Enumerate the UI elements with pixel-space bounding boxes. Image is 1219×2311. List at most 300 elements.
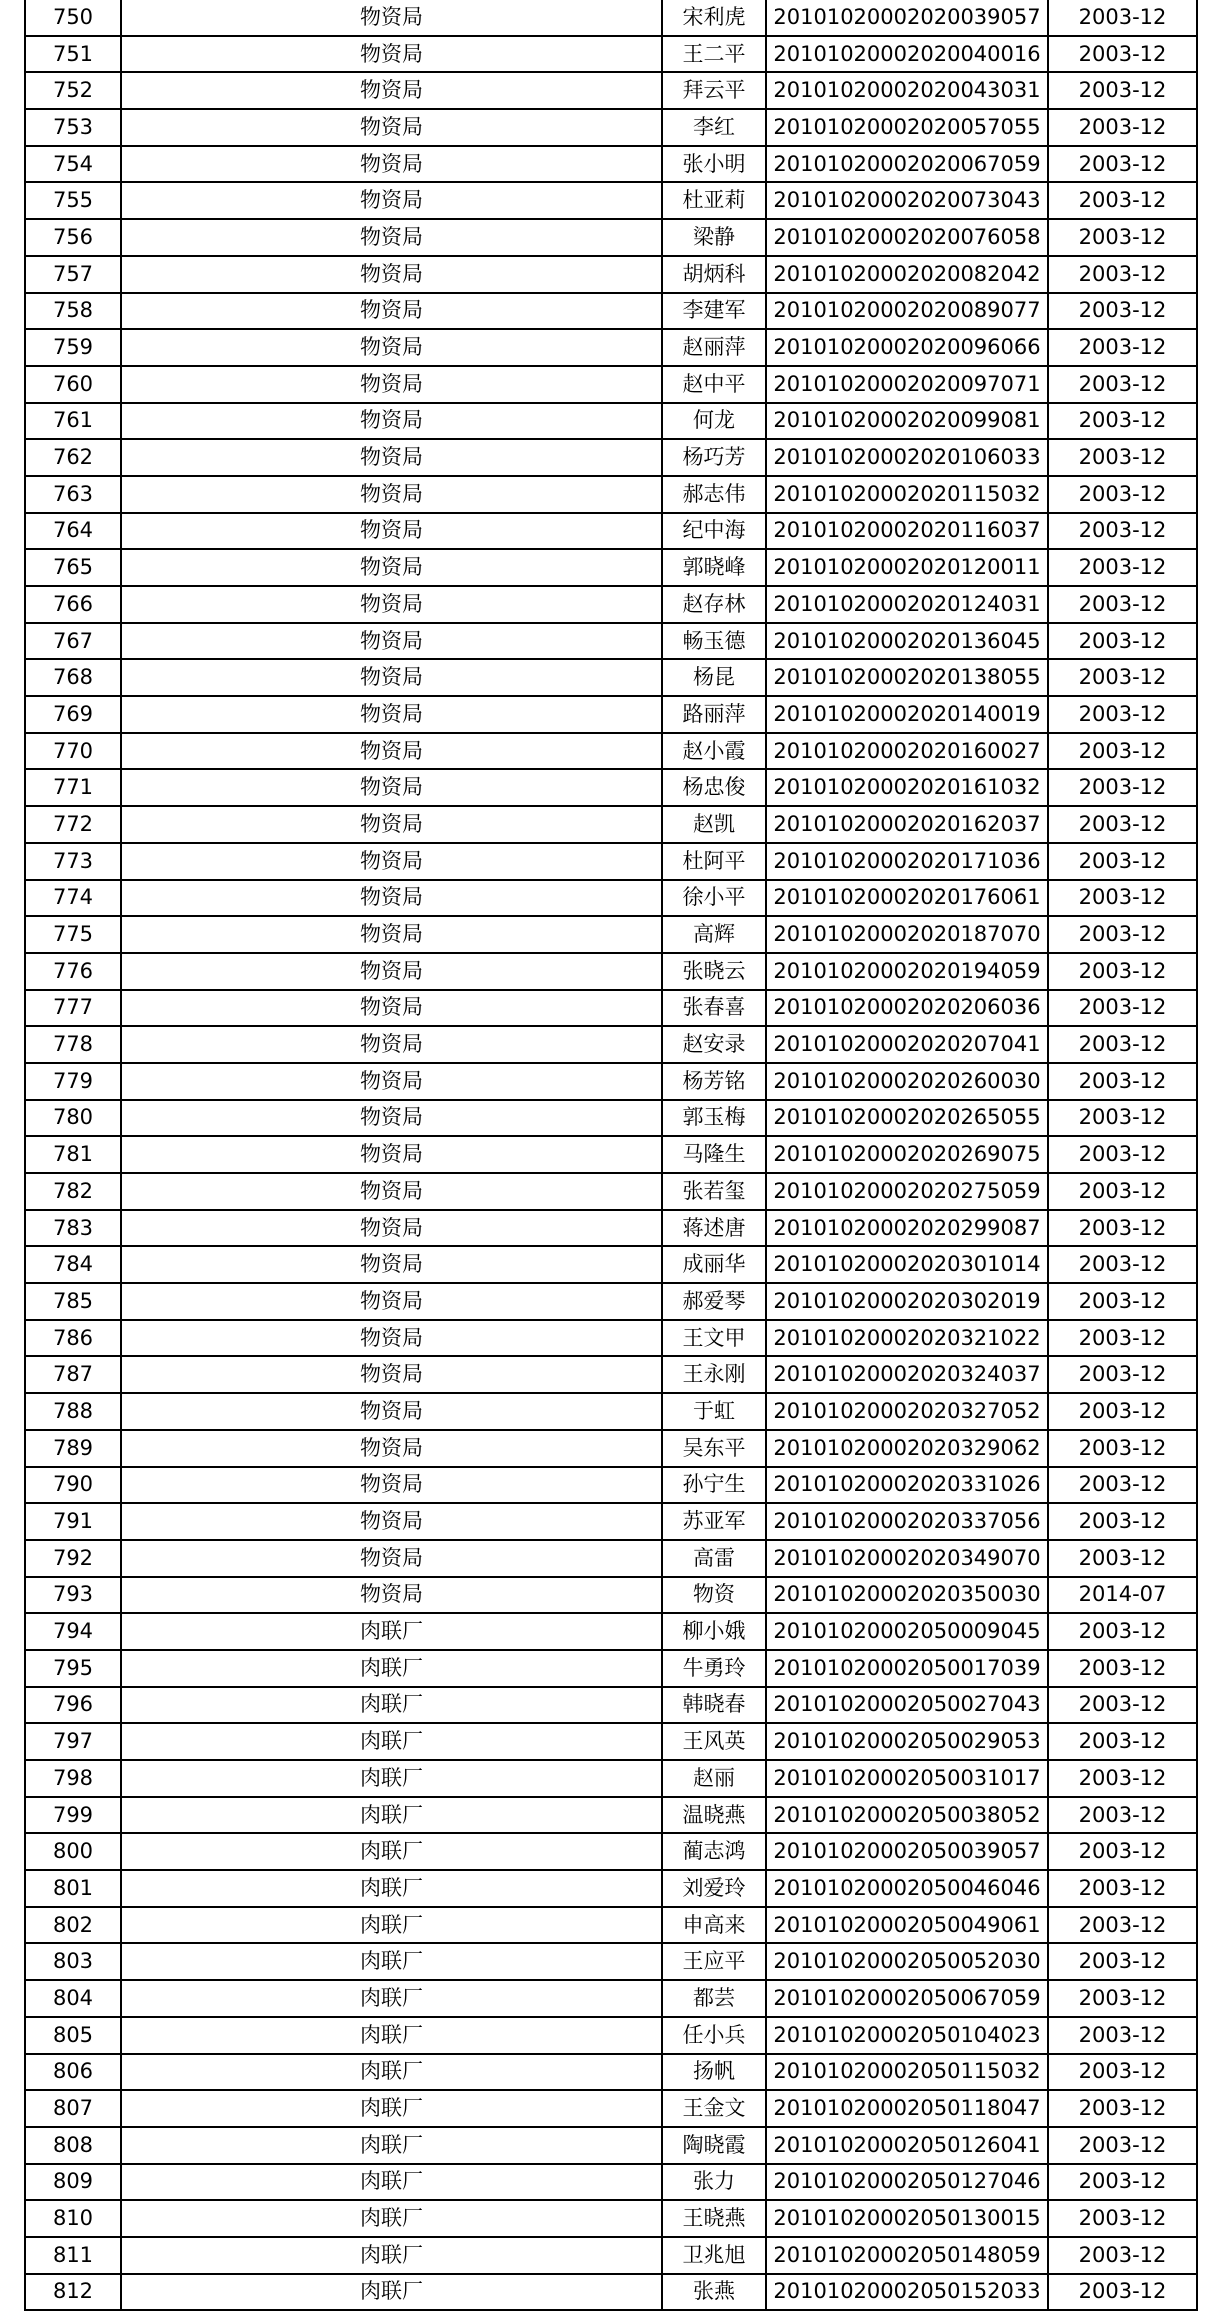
date-cell: 2003-12	[1048, 549, 1197, 586]
row-number-cell: 765	[25, 549, 121, 586]
unit-cell: 物资局	[121, 1026, 662, 1063]
row-number-cell: 786	[25, 1320, 121, 1357]
id-number-cell: 20101020002050029053	[766, 1723, 1048, 1760]
row-number-cell: 750	[25, 0, 121, 36]
date-cell: 2003-12	[1048, 513, 1197, 550]
id-number-cell: 20101020002050126041	[766, 2127, 1048, 2164]
date-cell: 2003-12	[1048, 1760, 1197, 1797]
row-number-cell: 806	[25, 2054, 121, 2091]
person-name-cell: 王文甲	[662, 1320, 766, 1357]
row-number-cell: 771	[25, 769, 121, 806]
row-number-cell: 790	[25, 1467, 121, 1504]
row-number-cell: 764	[25, 513, 121, 550]
unit-cell: 肉联厂	[121, 2274, 662, 2311]
unit-cell: 物资局	[121, 1100, 662, 1137]
row-number-cell: 782	[25, 1173, 121, 1210]
unit-cell: 肉联厂	[121, 2237, 662, 2274]
date-cell: 2003-12	[1048, 1907, 1197, 1944]
table-row	[25, 1136, 1197, 1173]
row-number-cell: 792	[25, 1540, 121, 1577]
table-row	[25, 806, 1197, 843]
person-name-cell: 牛勇玲	[662, 1650, 766, 1687]
table-row	[25, 1907, 1197, 1944]
unit-cell: 物资局	[121, 1356, 662, 1393]
date-cell: 2003-12	[1048, 1833, 1197, 1870]
table-row	[25, 146, 1197, 183]
unit-cell: 物资局	[121, 549, 662, 586]
table-row	[25, 1760, 1197, 1797]
date-cell: 2003-12	[1048, 1026, 1197, 1063]
row-number-cell: 784	[25, 1246, 121, 1283]
unit-cell: 物资局	[121, 1430, 662, 1467]
unit-cell: 物资局	[121, 586, 662, 623]
unit-cell: 物资局	[121, 403, 662, 440]
table-row	[25, 623, 1197, 660]
row-number-cell: 757	[25, 256, 121, 293]
id-number-cell: 20101020002020136045	[766, 623, 1048, 660]
table-row	[25, 880, 1197, 917]
id-number-cell: 20101020002020161032	[766, 769, 1048, 806]
id-number-cell: 20101020002020171036	[766, 843, 1048, 880]
unit-cell: 肉联厂	[121, 1760, 662, 1797]
unit-cell: 肉联厂	[121, 2164, 662, 2201]
person-name-cell: 吴东平	[662, 1430, 766, 1467]
date-cell: 2003-12	[1048, 1540, 1197, 1577]
date-cell: 2003-12	[1048, 2127, 1197, 2164]
id-number-cell: 20101020002020138055	[766, 659, 1048, 696]
id-number-cell: 20101020002050118047	[766, 2090, 1048, 2127]
table-row	[25, 1613, 1197, 1650]
date-cell: 2003-12	[1048, 219, 1197, 256]
id-number-cell: 20101020002020350030	[766, 1577, 1048, 1614]
person-name-cell: 高雷	[662, 1540, 766, 1577]
id-number-cell: 20101020002020057055	[766, 109, 1048, 146]
table-row	[25, 1173, 1197, 1210]
id-number-cell: 20101020002020207041	[766, 1026, 1048, 1063]
table-row	[25, 1356, 1197, 1393]
person-name-cell: 纪中海	[662, 513, 766, 550]
table-row	[25, 953, 1197, 990]
row-number-cell: 804	[25, 1980, 121, 2017]
id-number-cell: 20101020002020099081	[766, 403, 1048, 440]
unit-cell: 肉联厂	[121, 1980, 662, 2017]
person-name-cell: 成丽华	[662, 1246, 766, 1283]
person-name-cell: 郝志伟	[662, 476, 766, 513]
unit-cell: 物资局	[121, 916, 662, 953]
row-number-cell: 802	[25, 1907, 121, 1944]
unit-cell: 物资局	[121, 1136, 662, 1173]
id-number-cell: 20101020002020076058	[766, 219, 1048, 256]
unit-cell: 物资局	[121, 659, 662, 696]
table-row	[25, 586, 1197, 623]
person-name-cell: 畅玉德	[662, 623, 766, 660]
roster-table	[24, 0, 1198, 2311]
unit-cell: 物资局	[121, 1173, 662, 1210]
row-number-cell: 805	[25, 2017, 121, 2054]
date-cell: 2014-07	[1048, 1577, 1197, 1614]
unit-cell: 肉联厂	[121, 1687, 662, 1724]
id-number-cell: 20101020002020176061	[766, 880, 1048, 917]
table-row	[25, 1980, 1197, 2017]
id-number-cell: 20101020002020302019	[766, 1283, 1048, 1320]
id-number-cell: 20101020002020106033	[766, 439, 1048, 476]
unit-cell: 物资局	[121, 1503, 662, 1540]
row-number-cell: 760	[25, 366, 121, 403]
row-number-cell: 755	[25, 182, 121, 219]
row-number-cell: 766	[25, 586, 121, 623]
id-number-cell: 20101020002020321022	[766, 1320, 1048, 1357]
table-row	[25, 2127, 1197, 2164]
unit-cell: 物资局	[121, 1577, 662, 1614]
table-row	[25, 0, 1197, 36]
row-number-cell: 795	[25, 1650, 121, 1687]
id-number-cell: 20101020002020116037	[766, 513, 1048, 550]
person-name-cell: 王应平	[662, 1943, 766, 1980]
table-row	[25, 2274, 1197, 2311]
person-name-cell: 赵小霞	[662, 733, 766, 770]
unit-cell: 物资局	[121, 1540, 662, 1577]
person-name-cell: 郭玉梅	[662, 1100, 766, 1137]
row-number-cell: 756	[25, 219, 121, 256]
person-name-cell: 杨忠俊	[662, 769, 766, 806]
date-cell: 2003-12	[1048, 1063, 1197, 1100]
table-row	[25, 990, 1197, 1027]
unit-cell: 肉联厂	[121, 2017, 662, 2054]
table-row	[25, 476, 1197, 513]
table-row	[25, 733, 1197, 770]
person-name-cell: 郝爱琴	[662, 1283, 766, 1320]
id-number-cell: 20101020002020160027	[766, 733, 1048, 770]
date-cell: 2003-12	[1048, 623, 1197, 660]
table-row	[25, 219, 1197, 256]
date-cell: 2003-12	[1048, 476, 1197, 513]
unit-cell: 物资局	[121, 806, 662, 843]
table-row	[25, 1577, 1197, 1614]
row-number-cell: 799	[25, 1797, 121, 1834]
table-row	[25, 182, 1197, 219]
table-row	[25, 1467, 1197, 1504]
date-cell: 2003-12	[1048, 1393, 1197, 1430]
table-row	[25, 2090, 1197, 2127]
date-cell: 2003-12	[1048, 1320, 1197, 1357]
id-number-cell: 20101020002020337056	[766, 1503, 1048, 1540]
roster-sheet	[24, 0, 1196, 2311]
date-cell: 2003-12	[1048, 990, 1197, 1027]
id-number-cell: 20101020002020097071	[766, 366, 1048, 403]
date-cell: 2003-12	[1048, 2200, 1197, 2237]
person-name-cell: 赵丽萍	[662, 329, 766, 366]
person-name-cell: 宋利虎	[662, 0, 766, 36]
row-number-cell: 762	[25, 439, 121, 476]
person-name-cell: 都芸	[662, 1980, 766, 2017]
table-row	[25, 1393, 1197, 1430]
date-cell: 2003-12	[1048, 1173, 1197, 1210]
id-number-cell: 20101020002020260030	[766, 1063, 1048, 1100]
table-row	[25, 36, 1197, 73]
person-name-cell: 王永刚	[662, 1356, 766, 1393]
unit-cell: 肉联厂	[121, 2054, 662, 2091]
id-number-cell: 20101020002050104023	[766, 2017, 1048, 2054]
row-number-cell: 778	[25, 1026, 121, 1063]
date-cell: 2003-12	[1048, 1356, 1197, 1393]
person-name-cell: 拜云平	[662, 72, 766, 109]
row-number-cell: 768	[25, 659, 121, 696]
unit-cell: 物资局	[121, 953, 662, 990]
date-cell: 2003-12	[1048, 1650, 1197, 1687]
unit-cell: 肉联厂	[121, 1797, 662, 1834]
unit-cell: 物资局	[121, 1467, 662, 1504]
person-name-cell: 张小明	[662, 146, 766, 183]
roster-table-body	[25, 0, 1197, 2310]
date-cell: 2003-12	[1048, 1467, 1197, 1504]
date-cell: 2003-12	[1048, 366, 1197, 403]
id-number-cell: 20101020002020206036	[766, 990, 1048, 1027]
row-number-cell: 781	[25, 1136, 121, 1173]
row-number-cell: 776	[25, 953, 121, 990]
date-cell: 2003-12	[1048, 1613, 1197, 1650]
row-number-cell: 785	[25, 1283, 121, 1320]
unit-cell: 肉联厂	[121, 2127, 662, 2164]
id-number-cell: 20101020002020349070	[766, 1540, 1048, 1577]
person-name-cell: 高辉	[662, 916, 766, 953]
person-name-cell: 陶晓霞	[662, 2127, 766, 2164]
date-cell: 2003-12	[1048, 1687, 1197, 1724]
person-name-cell: 李红	[662, 109, 766, 146]
unit-cell: 物资局	[121, 1246, 662, 1283]
date-cell: 2003-12	[1048, 1797, 1197, 1834]
row-number-cell: 796	[25, 1687, 121, 1724]
unit-cell: 物资局	[121, 146, 662, 183]
person-name-cell: 何龙	[662, 403, 766, 440]
table-row	[25, 2200, 1197, 2237]
id-number-cell: 20101020002050009045	[766, 1613, 1048, 1650]
date-cell: 2003-12	[1048, 403, 1197, 440]
table-row	[25, 1320, 1197, 1357]
id-number-cell: 20101020002020194059	[766, 953, 1048, 990]
row-number-cell: 797	[25, 1723, 121, 1760]
id-number-cell: 20101020002020115032	[766, 476, 1048, 513]
table-row	[25, 439, 1197, 476]
person-name-cell: 蔺志鸿	[662, 1833, 766, 1870]
row-number-cell: 770	[25, 733, 121, 770]
id-number-cell: 20101020002020187070	[766, 916, 1048, 953]
date-cell: 2003-12	[1048, 293, 1197, 330]
row-number-cell: 803	[25, 1943, 121, 1980]
row-number-cell: 761	[25, 403, 121, 440]
table-row	[25, 1540, 1197, 1577]
person-name-cell: 杜阿平	[662, 843, 766, 880]
date-cell: 2003-12	[1048, 733, 1197, 770]
id-number-cell: 20101020002020329062	[766, 1430, 1048, 1467]
date-cell: 2003-12	[1048, 256, 1197, 293]
row-number-cell: 752	[25, 72, 121, 109]
row-number-cell: 789	[25, 1430, 121, 1467]
person-name-cell: 赵安录	[662, 1026, 766, 1063]
id-number-cell: 20101020002020124031	[766, 586, 1048, 623]
person-name-cell: 李建军	[662, 293, 766, 330]
date-cell: 2003-12	[1048, 916, 1197, 953]
row-number-cell: 812	[25, 2274, 121, 2311]
row-number-cell: 809	[25, 2164, 121, 2201]
unit-cell: 肉联厂	[121, 1723, 662, 1760]
date-cell: 2003-12	[1048, 2274, 1197, 2311]
person-name-cell: 苏亚军	[662, 1503, 766, 1540]
unit-cell: 物资局	[121, 109, 662, 146]
row-number-cell: 777	[25, 990, 121, 1027]
table-row	[25, 109, 1197, 146]
person-name-cell: 温晓燕	[662, 1797, 766, 1834]
person-name-cell: 韩晓春	[662, 1687, 766, 1724]
table-row	[25, 1870, 1197, 1907]
table-row	[25, 513, 1197, 550]
date-cell: 2003-12	[1048, 2164, 1197, 2201]
id-number-cell: 20101020002020275059	[766, 1173, 1048, 1210]
unit-cell: 肉联厂	[121, 2090, 662, 2127]
id-number-cell: 20101020002020120011	[766, 549, 1048, 586]
unit-cell: 物资局	[121, 1210, 662, 1247]
person-name-cell: 张春喜	[662, 990, 766, 1027]
row-number-cell: 754	[25, 146, 121, 183]
id-number-cell: 20101020002050130015	[766, 2200, 1048, 2237]
table-row	[25, 549, 1197, 586]
unit-cell: 物资局	[121, 72, 662, 109]
table-row	[25, 769, 1197, 806]
person-name-cell: 于虹	[662, 1393, 766, 1430]
id-number-cell: 20101020002050127046	[766, 2164, 1048, 2201]
person-name-cell: 杨巧芳	[662, 439, 766, 476]
table-row	[25, 256, 1197, 293]
unit-cell: 物资局	[121, 36, 662, 73]
unit-cell: 肉联厂	[121, 1907, 662, 1944]
person-name-cell: 蒋述唐	[662, 1210, 766, 1247]
date-cell: 2003-12	[1048, 1980, 1197, 2017]
row-number-cell: 787	[25, 1356, 121, 1393]
person-name-cell: 王风英	[662, 1723, 766, 1760]
row-number-cell: 808	[25, 2127, 121, 2164]
date-cell: 2003-12	[1048, 1210, 1197, 1247]
unit-cell: 物资局	[121, 769, 662, 806]
person-name-cell: 扬帆	[662, 2054, 766, 2091]
person-name-cell: 梁静	[662, 219, 766, 256]
row-number-cell: 779	[25, 1063, 121, 1100]
date-cell: 2003-12	[1048, 439, 1197, 476]
date-cell: 2003-12	[1048, 2090, 1197, 2127]
id-number-cell: 20101020002020331026	[766, 1467, 1048, 1504]
date-cell: 2003-12	[1048, 109, 1197, 146]
date-cell: 2003-12	[1048, 1283, 1197, 1320]
person-name-cell: 杜亚莉	[662, 182, 766, 219]
table-row	[25, 2164, 1197, 2201]
row-number-cell: 758	[25, 293, 121, 330]
date-cell: 2003-12	[1048, 1943, 1197, 1980]
id-number-cell: 20101020002020299087	[766, 1210, 1048, 1247]
table-row	[25, 2017, 1197, 2054]
id-number-cell: 20101020002050067059	[766, 1980, 1048, 2017]
table-row	[25, 659, 1197, 696]
row-number-cell: 783	[25, 1210, 121, 1247]
row-number-cell: 810	[25, 2200, 121, 2237]
date-cell: 2003-12	[1048, 953, 1197, 990]
unit-cell: 物资局	[121, 1063, 662, 1100]
unit-cell: 物资局	[121, 513, 662, 550]
id-number-cell: 20101020002050052030	[766, 1943, 1048, 1980]
table-row	[25, 2237, 1197, 2274]
id-number-cell: 20101020002050039057	[766, 1833, 1048, 1870]
table-row	[25, 1650, 1197, 1687]
unit-cell: 肉联厂	[121, 2200, 662, 2237]
unit-cell: 物资局	[121, 293, 662, 330]
unit-cell: 肉联厂	[121, 1870, 662, 1907]
person-name-cell: 马隆生	[662, 1136, 766, 1173]
unit-cell: 肉联厂	[121, 1833, 662, 1870]
person-name-cell: 杨昆	[662, 659, 766, 696]
person-name-cell: 王晓燕	[662, 2200, 766, 2237]
table-row	[25, 1797, 1197, 1834]
person-name-cell: 物资	[662, 1577, 766, 1614]
person-name-cell: 孙宁生	[662, 1467, 766, 1504]
row-number-cell: 800	[25, 1833, 121, 1870]
table-row	[25, 1687, 1197, 1724]
table-row	[25, 1833, 1197, 1870]
id-number-cell: 20101020002020089077	[766, 293, 1048, 330]
row-number-cell: 763	[25, 476, 121, 513]
date-cell: 2003-12	[1048, 1136, 1197, 1173]
unit-cell: 肉联厂	[121, 1650, 662, 1687]
unit-cell: 物资局	[121, 623, 662, 660]
row-number-cell: 775	[25, 916, 121, 953]
person-name-cell: 王金文	[662, 2090, 766, 2127]
date-cell: 2003-12	[1048, 0, 1197, 36]
person-name-cell: 柳小娥	[662, 1613, 766, 1650]
table-row	[25, 1063, 1197, 1100]
id-number-cell: 20101020002020269075	[766, 1136, 1048, 1173]
id-number-cell: 20101020002020040016	[766, 36, 1048, 73]
date-cell: 2003-12	[1048, 1246, 1197, 1283]
id-number-cell: 20101020002020162037	[766, 806, 1048, 843]
person-name-cell: 王二平	[662, 36, 766, 73]
row-number-cell: 780	[25, 1100, 121, 1137]
id-number-cell: 20101020002020096066	[766, 329, 1048, 366]
table-row	[25, 1503, 1197, 1540]
table-row	[25, 1723, 1197, 1760]
unit-cell: 物资局	[121, 256, 662, 293]
date-cell: 2003-12	[1048, 1503, 1197, 1540]
id-number-cell: 20101020002020082042	[766, 256, 1048, 293]
id-number-cell: 20101020002050148059	[766, 2237, 1048, 2274]
person-name-cell: 胡炳科	[662, 256, 766, 293]
id-number-cell: 20101020002020324037	[766, 1356, 1048, 1393]
unit-cell: 物资局	[121, 439, 662, 476]
row-number-cell: 774	[25, 880, 121, 917]
unit-cell: 物资局	[121, 843, 662, 880]
row-number-cell: 788	[25, 1393, 121, 1430]
person-name-cell: 卫兆旭	[662, 2237, 766, 2274]
table-row	[25, 1943, 1197, 1980]
table-row	[25, 366, 1197, 403]
person-name-cell: 赵中平	[662, 366, 766, 403]
date-cell: 2003-12	[1048, 659, 1197, 696]
id-number-cell: 20101020002020039057	[766, 0, 1048, 36]
id-number-cell: 20101020002020265055	[766, 1100, 1048, 1137]
person-name-cell: 赵丽	[662, 1760, 766, 1797]
table-row	[25, 2054, 1197, 2091]
date-cell: 2003-12	[1048, 769, 1197, 806]
table-row	[25, 1283, 1197, 1320]
table-row	[25, 696, 1197, 733]
id-number-cell: 20101020002020301014	[766, 1246, 1048, 1283]
id-number-cell: 20101020002020067059	[766, 146, 1048, 183]
id-number-cell: 20101020002050049061	[766, 1907, 1048, 1944]
